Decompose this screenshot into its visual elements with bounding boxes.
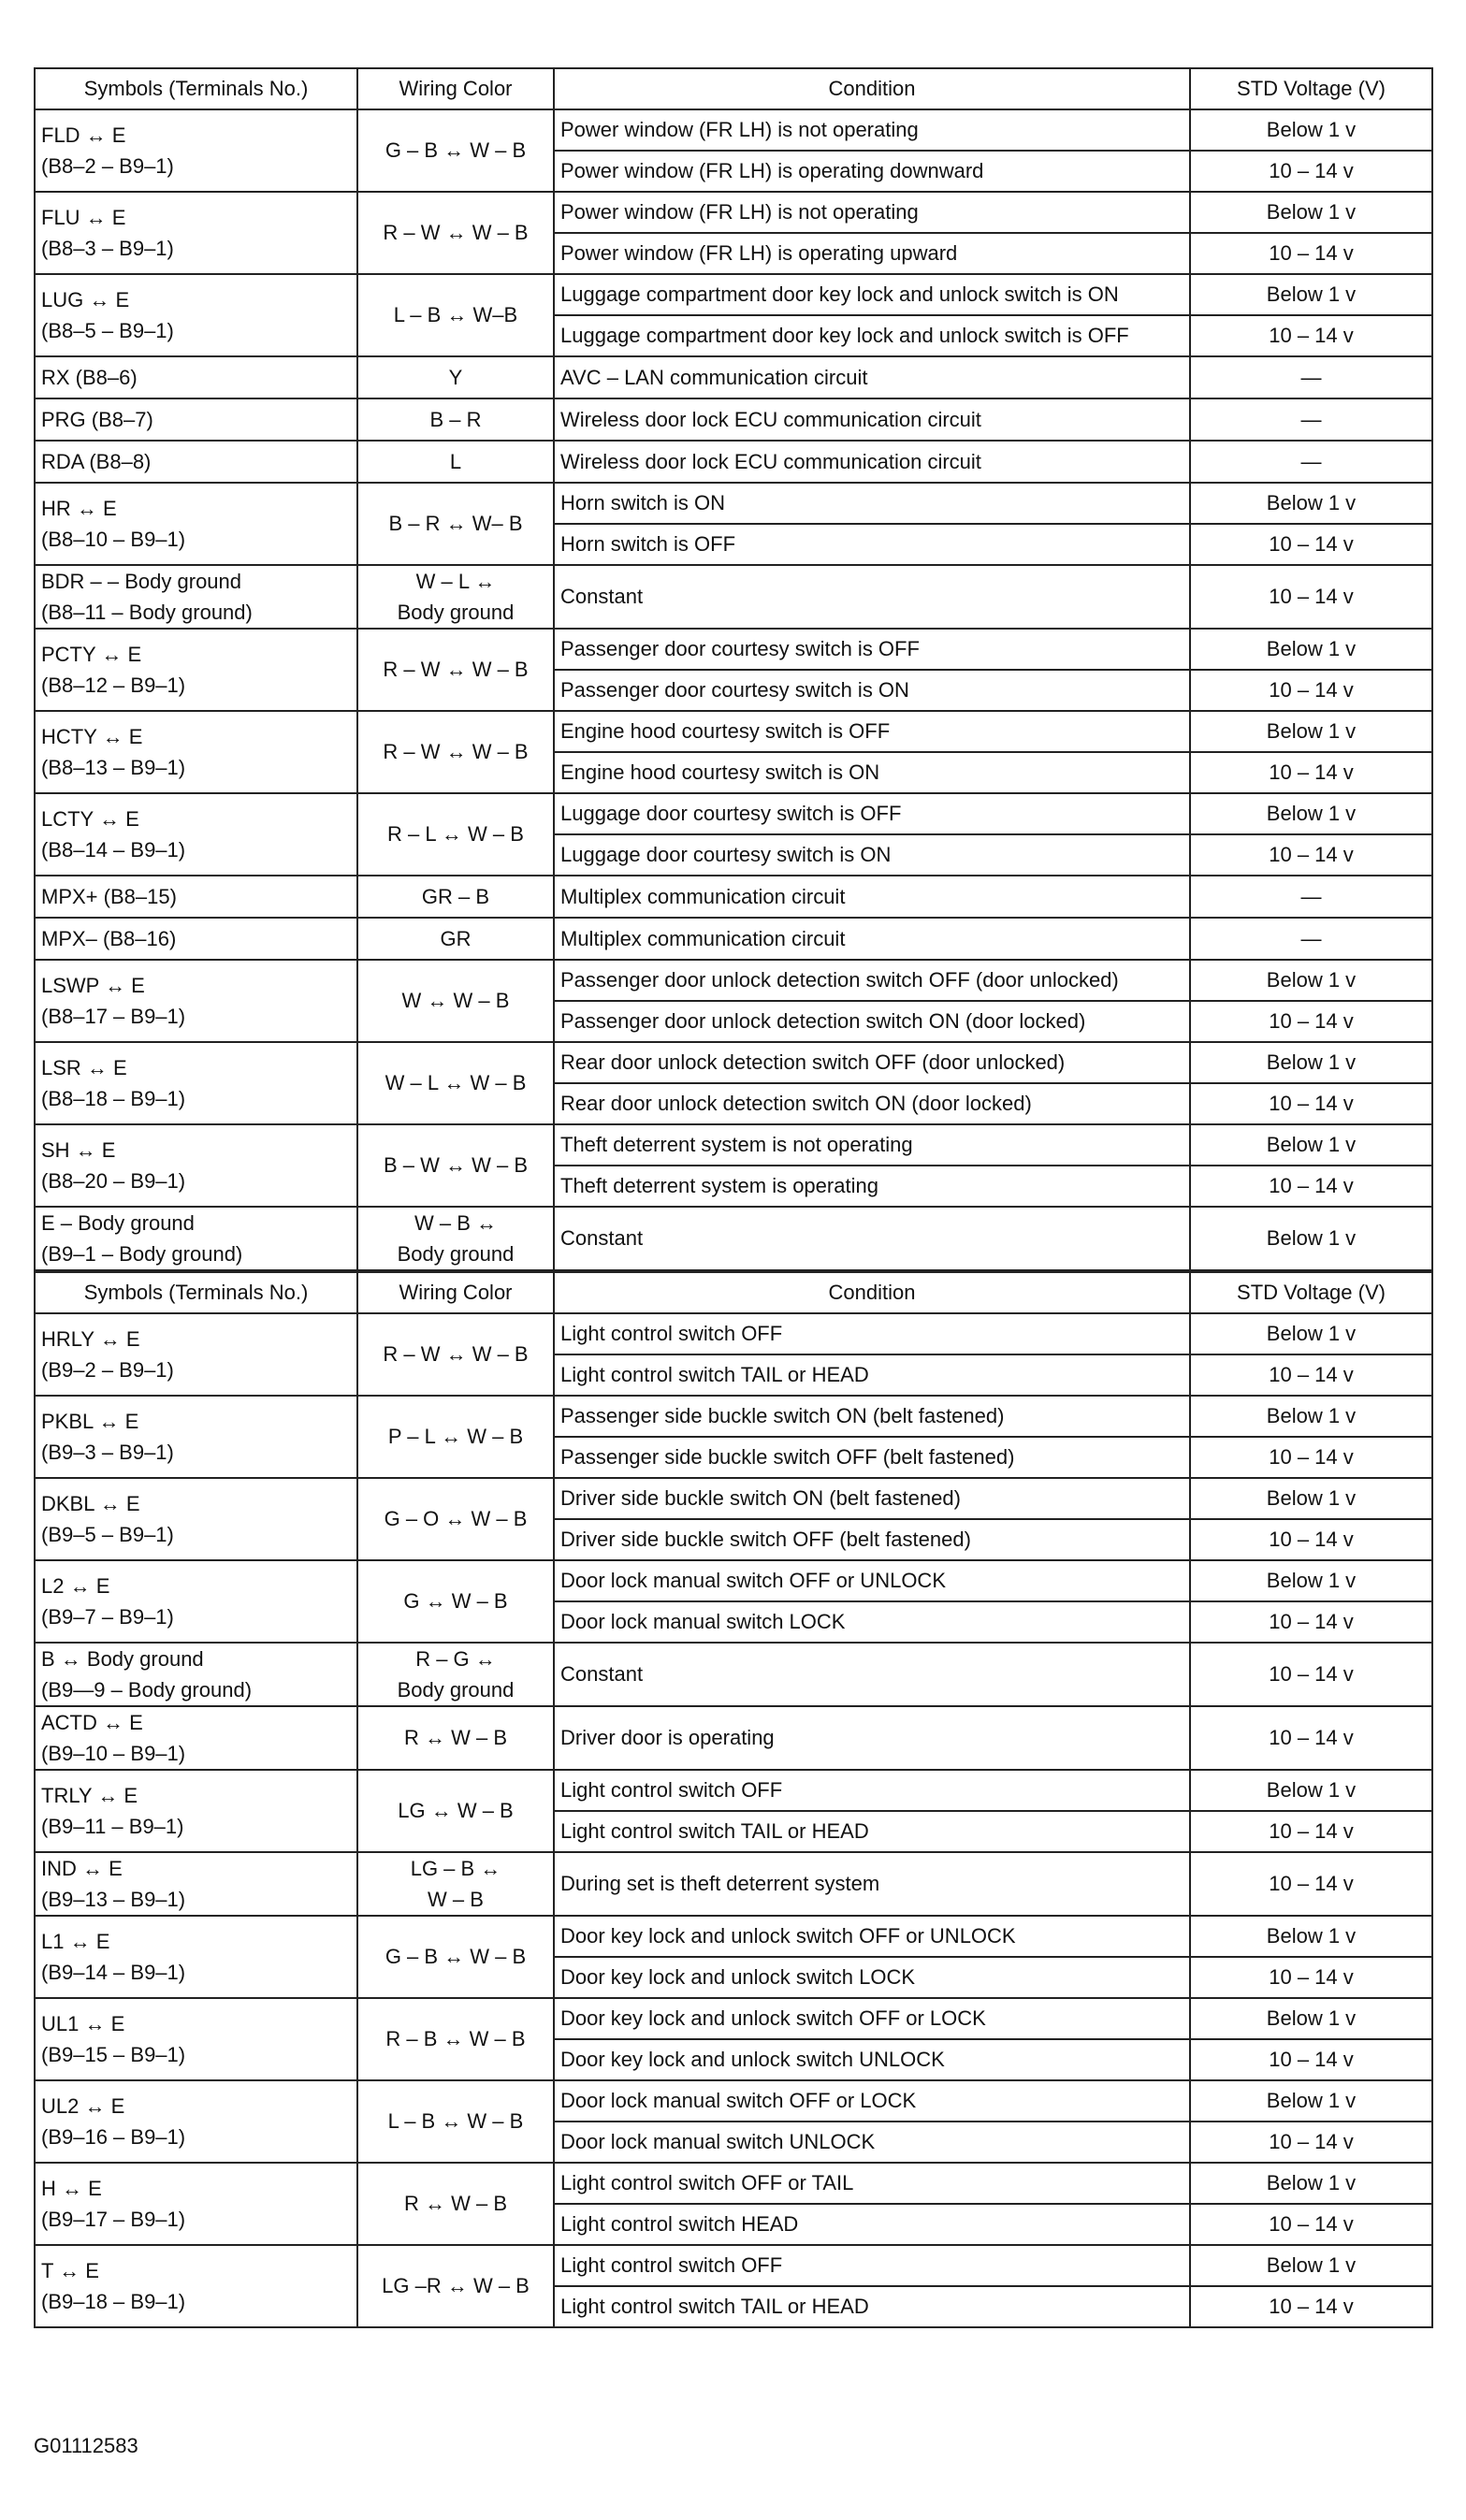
- condition-cell: Door lock manual switch OFF or LOCK: [554, 2080, 1190, 2122]
- condition-cell: Light control switch HEAD: [554, 2204, 1190, 2245]
- wiring-color-line: R – B ↔ W – B: [385, 2027, 526, 2050]
- condition-cell: Constant: [554, 1643, 1190, 1706]
- condition-cell: Light control switch TAIL or HEAD: [554, 2286, 1190, 2327]
- terminal-symbol-line: FLD ↔ E: [41, 123, 126, 147]
- condition-cell: Door lock manual switch UNLOCK: [554, 2122, 1190, 2163]
- wiring-color-line: R ↔ W – B: [403, 1726, 507, 1749]
- std-voltage-cell: Below 1 v: [1190, 1207, 1432, 1270]
- table-row: [35, 1396, 1432, 1437]
- wiring-color: [357, 1643, 554, 1706]
- std-voltage-cell: 10 – 14 v: [1190, 565, 1432, 629]
- wiring-color-line: LG ↔ W – B: [398, 1799, 514, 1822]
- terminal-symbol-line: (B8–5 – B9–1): [41, 319, 174, 342]
- std-voltage-cell: 10 – 14 v: [1190, 1083, 1432, 1124]
- terminal-symbol: [35, 1124, 357, 1207]
- table-row: [35, 793, 1432, 834]
- condition-cell: Passenger door courtesy switch is ON: [554, 670, 1190, 711]
- table-row: [35, 2080, 1432, 2122]
- condition-cell: Light control switch TAIL or HEAD: [554, 1811, 1190, 1852]
- condition-cell: Multiplex communication circuit: [554, 918, 1190, 960]
- wiring-color: [357, 2080, 554, 2163]
- terminal-symbol-line: PCTY ↔ E: [41, 643, 142, 666]
- terminal-symbol-line: MPX+ (B8–15): [41, 884, 177, 908]
- std-voltage-cell: Below 1 v: [1190, 1560, 1432, 1601]
- table-row: [35, 192, 1432, 233]
- table-row: [35, 441, 1432, 483]
- condition-cell: Door lock manual switch LOCK: [554, 1601, 1190, 1643]
- wiring-color-line: G – B ↔ W – B: [385, 138, 527, 162]
- std-voltage-cell: Below 1 v: [1190, 1042, 1432, 1083]
- std-voltage-cell: 10 – 14 v: [1190, 524, 1432, 565]
- terminal-symbol-line: (B8–14 – B9–1): [41, 838, 186, 862]
- wiring-color: [357, 109, 554, 192]
- std-voltage-cell: 10 – 14 v: [1190, 1354, 1432, 1396]
- terminal-symbol: [35, 192, 357, 274]
- table-row: [35, 1042, 1432, 1083]
- terminal-symbol-line: (B9–13 – B9–1): [41, 1888, 186, 1911]
- condition-cell: Horn switch is ON: [554, 483, 1190, 524]
- terminal-symbol-line: UL2 ↔ E: [41, 2094, 125, 2118]
- condition-cell: Rear door unlock detection switch ON (door locked): [554, 1083, 1190, 1124]
- std-voltage-cell: Below 1 v: [1190, 1478, 1432, 1519]
- std-voltage-cell: Below 1 v: [1190, 2163, 1432, 2204]
- wiring-color-line: R – W ↔ W – B: [383, 1342, 529, 1366]
- terminal-symbol-line: HRLY ↔ E: [41, 1327, 140, 1351]
- wiring-color: [357, 876, 554, 918]
- header-row: [35, 68, 1432, 109]
- condition-cell: Passenger side buckle switch ON (belt fastened): [554, 1396, 1190, 1437]
- std-voltage-cell: 10 – 14 v: [1190, 1519, 1432, 1560]
- table-row: [35, 1560, 1432, 1601]
- condition-cell: Door key lock and unlock switch UNLOCK: [554, 2039, 1190, 2080]
- condition-cell: Wireless door lock ECU communication circuit: [554, 441, 1190, 483]
- wiring-color-line: Y: [448, 365, 463, 389]
- condition-cell: Passenger door courtesy switch is OFF: [554, 629, 1190, 670]
- condition-cell: Passenger side buckle switch OFF (belt fastened): [554, 1437, 1190, 1478]
- std-voltage-cell: —: [1190, 918, 1432, 960]
- terminal-symbol-line: (B8–2 – B9–1): [41, 154, 174, 178]
- std-voltage-cell: 10 – 14 v: [1190, 834, 1432, 876]
- wiring-color: [357, 1770, 554, 1852]
- wiring-color-line: W – L ↔: [415, 570, 496, 593]
- condition-cell: Light control switch TAIL or HEAD: [554, 1354, 1190, 1396]
- terminal-symbol-line: (B8–20 – B9–1): [41, 1169, 186, 1193]
- table-row: [35, 1643, 1432, 1706]
- table-row: [35, 1916, 1432, 1957]
- wiring-color: [357, 483, 554, 565]
- wiring-color-line: GR – B: [421, 884, 490, 908]
- terminal-symbol-line: (B9–2 – B9–1): [41, 1358, 174, 1382]
- wiring-color-line: W – B: [428, 1888, 484, 1911]
- std-voltage-cell: Below 1 v: [1190, 1998, 1432, 2039]
- std-voltage-cell: 10 – 14 v: [1190, 1811, 1432, 1852]
- condition-cell: Door key lock and unlock switch LOCK: [554, 1957, 1190, 1998]
- std-voltage-cell: 10 – 14 v: [1190, 1643, 1432, 1706]
- condition-cell: Door key lock and unlock switch OFF or LOCK: [554, 1998, 1190, 2039]
- terminal-symbol: [35, 1042, 357, 1124]
- terminal-symbol: [35, 960, 357, 1042]
- condition-cell: During set is theft deterrent system: [554, 1852, 1190, 1916]
- wiring-color: [357, 1706, 554, 1770]
- table-row: [35, 1706, 1432, 1770]
- terminal-symbol: [35, 1207, 357, 1270]
- wiring-color-line: G ↔ W – B: [403, 1589, 508, 1613]
- terminal-symbol: [35, 109, 357, 192]
- wiring-color-line: R – L ↔ W – B: [387, 822, 524, 846]
- terminal-symbol-line: MPX– (B8–16): [41, 926, 177, 950]
- terminal-symbol-line: (B8–3 – B9–1): [41, 237, 174, 260]
- terminal-symbol-line: FLU ↔ E: [41, 206, 126, 229]
- terminal-symbol-line: HR ↔ E: [41, 497, 117, 520]
- terminal-symbol-line: (B8–10 – B9–1): [41, 528, 186, 551]
- std-voltage-cell: 10 – 14 v: [1190, 1166, 1432, 1207]
- std-voltage-cell: —: [1190, 876, 1432, 918]
- voltage-table-1: [34, 67, 1433, 1271]
- wiring-color-line: Body ground: [397, 601, 515, 624]
- table-row: [35, 1478, 1432, 1519]
- terminal-symbol-line: ACTD ↔ E: [41, 1711, 143, 1734]
- wiring-color-line: GR: [440, 926, 472, 950]
- table-row: [35, 1852, 1432, 1916]
- terminal-symbol: [35, 1396, 357, 1478]
- condition-cell: Door key lock and unlock switch OFF or UNLOCK: [554, 1916, 1190, 1957]
- terminal-symbol-line: (B8–17 – B9–1): [41, 1005, 186, 1028]
- terminal-symbol-line: (B9–7 – B9–1): [41, 1605, 174, 1629]
- table-row: [35, 274, 1432, 315]
- wiring-color: [357, 1916, 554, 1998]
- terminal-symbol: [35, 565, 357, 629]
- terminal-symbol-line: RDA (B8–8): [41, 449, 152, 473]
- std-voltage-cell: 10 – 14 v: [1190, 2122, 1432, 2163]
- condition-cell: Constant: [554, 1207, 1190, 1270]
- terminal-symbol-line: HCTY ↔ E: [41, 725, 143, 748]
- std-voltage-cell: Below 1 v: [1190, 2245, 1432, 2286]
- std-voltage-cell: 10 – 14 v: [1190, 1957, 1432, 1998]
- wiring-color-line: R – G ↔: [415, 1647, 496, 1671]
- terminal-symbol: [35, 711, 357, 793]
- header-symbols: Symbols (Terminals No.): [35, 1272, 357, 1313]
- terminal-symbol: [35, 918, 357, 960]
- std-voltage-cell: 10 – 14 v: [1190, 1601, 1432, 1643]
- header-wiring-color: Wiring Color: [357, 68, 554, 109]
- terminal-symbol-line: (B9—9 – Body ground): [41, 1678, 253, 1702]
- wiring-color: [357, 1560, 554, 1643]
- std-voltage-cell: 10 – 14 v: [1190, 315, 1432, 356]
- std-voltage-cell: Below 1 v: [1190, 960, 1432, 1001]
- terminal-symbol-line: IND ↔ E: [41, 1857, 123, 1880]
- condition-cell: Light control switch OFF: [554, 2245, 1190, 2286]
- condition-cell: Door lock manual switch OFF or UNLOCK: [554, 1560, 1190, 1601]
- std-voltage-cell: Below 1 v: [1190, 1916, 1432, 1957]
- condition-cell: AVC – LAN communication circuit: [554, 356, 1190, 398]
- terminal-symbol-line: L1 ↔ E: [41, 1930, 110, 1953]
- wiring-color: [357, 192, 554, 274]
- std-voltage-cell: Below 1 v: [1190, 711, 1432, 752]
- std-voltage-cell: 10 – 14 v: [1190, 1852, 1432, 1916]
- table-row: [35, 483, 1432, 524]
- wiring-color: [357, 1042, 554, 1124]
- figure-code: G01112583: [34, 2434, 138, 2457]
- condition-cell: Luggage door courtesy switch is OFF: [554, 793, 1190, 834]
- terminal-symbol-line: (B9–1 – Body ground): [41, 1242, 243, 1266]
- header-std-voltage: STD Voltage (V): [1190, 1272, 1432, 1313]
- terminal-symbol-line: PRG (B8–7): [41, 407, 153, 431]
- terminal-symbol-line: DKBL ↔ E: [41, 1492, 140, 1515]
- terminal-symbol: [35, 2080, 357, 2163]
- wiring-color-line: Body ground: [397, 1678, 515, 1702]
- condition-cell: Constant: [554, 565, 1190, 629]
- wiring-color-line: W – L ↔ W – B: [385, 1071, 527, 1094]
- table-row: [35, 918, 1432, 960]
- terminal-symbol-line: (B8–13 – B9–1): [41, 756, 186, 779]
- terminal-symbol: [35, 1770, 357, 1852]
- terminal-symbol-line: L2 ↔ E: [41, 1574, 110, 1598]
- std-voltage-cell: 10 – 14 v: [1190, 1437, 1432, 1478]
- table-row: [35, 1313, 1432, 1354]
- wiring-color: [357, 1207, 554, 1270]
- wiring-color-line: LG – B ↔: [410, 1857, 501, 1880]
- wiring-color: [357, 565, 554, 629]
- terminal-symbol: [35, 483, 357, 565]
- condition-cell: Engine hood courtesy switch is OFF: [554, 711, 1190, 752]
- terminal-symbol-line: (B9–10 – B9–1): [41, 1742, 186, 1765]
- wiring-color: [357, 1396, 554, 1478]
- condition-cell: Multiplex communication circuit: [554, 876, 1190, 918]
- terminal-symbol-line: SH ↔ E: [41, 1138, 116, 1162]
- terminal-symbol-line: H ↔ E: [41, 2177, 102, 2200]
- terminal-symbol-line: LCTY ↔ E: [41, 807, 139, 831]
- wiring-color: [357, 356, 554, 398]
- terminal-symbol-line: (B9–5 – B9–1): [41, 1523, 174, 1546]
- terminal-symbol: [35, 1643, 357, 1706]
- terminal-symbol-line: RX (B8–6): [41, 365, 138, 389]
- header-condition: Condition: [554, 1272, 1190, 1313]
- terminal-symbol: [35, 1478, 357, 1560]
- condition-cell: Power window (FR LH) is not operating: [554, 109, 1190, 151]
- condition-cell: Driver door is operating: [554, 1706, 1190, 1770]
- terminal-symbol-line: (B9–16 – B9–1): [41, 2125, 186, 2149]
- wiring-color: [357, 793, 554, 876]
- wiring-color: [357, 711, 554, 793]
- terminal-symbol-line: (B8–12 – B9–1): [41, 673, 186, 697]
- terminal-symbol-line: TRLY ↔ E: [41, 1784, 138, 1807]
- header-std-voltage: STD Voltage (V): [1190, 68, 1432, 109]
- wiring-color-line: B – R ↔ W– B: [388, 512, 523, 535]
- wiring-color-line: G – O ↔ W – B: [384, 1507, 528, 1530]
- condition-cell: Passenger door unlock detection switch ON (door locked): [554, 1001, 1190, 1042]
- terminal-symbol: [35, 1998, 357, 2080]
- wiring-color-line: G – B ↔ W – B: [385, 1945, 527, 1968]
- header-wiring-color: Wiring Color: [357, 1272, 554, 1313]
- condition-cell: Light control switch OFF or TAIL: [554, 2163, 1190, 2204]
- wiring-color: [357, 441, 554, 483]
- std-voltage-cell: 10 – 14 v: [1190, 2204, 1432, 2245]
- std-voltage-cell: Below 1 v: [1190, 1313, 1432, 1354]
- std-voltage-cell: 10 – 14 v: [1190, 752, 1432, 793]
- terminal-symbol: [35, 876, 357, 918]
- std-voltage-cell: Below 1 v: [1190, 192, 1432, 233]
- terminal-symbol-line: T ↔ E: [41, 2259, 99, 2282]
- terminal-symbol-line: (B9–17 – B9–1): [41, 2208, 186, 2231]
- std-voltage-cell: —: [1190, 441, 1432, 483]
- std-voltage-cell: Below 1 v: [1190, 1396, 1432, 1437]
- condition-cell: Driver side buckle switch OFF (belt fastened): [554, 1519, 1190, 1560]
- table-row: [35, 2163, 1432, 2204]
- std-voltage-cell: 10 – 14 v: [1190, 233, 1432, 274]
- terminal-symbol-line: PKBL ↔ E: [41, 1410, 139, 1433]
- wiring-color-line: R – W ↔ W – B: [383, 221, 529, 244]
- table-row: [35, 1770, 1432, 1811]
- table-row: [35, 1124, 1432, 1166]
- wiring-color: [357, 1124, 554, 1207]
- condition-cell: Rear door unlock detection switch OFF (door unlocked): [554, 1042, 1190, 1083]
- wiring-color-line: R – W ↔ W – B: [383, 658, 529, 681]
- wiring-color: [357, 274, 554, 356]
- table-row: [35, 629, 1432, 670]
- std-voltage-cell: 10 – 14 v: [1190, 2286, 1432, 2327]
- wiring-color: [357, 918, 554, 960]
- terminal-symbol: [35, 1852, 357, 1916]
- terminal-symbol-line: LSR ↔ E: [41, 1056, 127, 1079]
- terminal-symbol: [35, 1560, 357, 1643]
- terminal-symbol-line: (B9–11 – B9–1): [41, 1815, 184, 1838]
- condition-cell: Passenger door unlock detection switch OFF (door unlocked): [554, 960, 1190, 1001]
- terminal-symbol-line: E – Body ground: [41, 1211, 195, 1235]
- voltage-table-2: [34, 1271, 1433, 2328]
- terminal-symbol-line: (B9–18 – B9–1): [41, 2290, 186, 2313]
- std-voltage-cell: Below 1 v: [1190, 483, 1432, 524]
- header-symbols: Symbols (Terminals No.): [35, 68, 357, 109]
- terminal-symbol-line: (B9–15 – B9–1): [41, 2043, 186, 2066]
- terminal-symbol: [35, 793, 357, 876]
- header-condition: Condition: [554, 68, 1190, 109]
- wiring-color: [357, 960, 554, 1042]
- table-row: [35, 1207, 1432, 1270]
- condition-cell: Luggage door courtesy switch is ON: [554, 834, 1190, 876]
- terminal-voltage-tables: [34, 67, 1431, 2328]
- table-row: [35, 1998, 1432, 2039]
- terminal-symbol-line: LUG ↔ E: [41, 288, 130, 311]
- table-row: [35, 356, 1432, 398]
- table-row: [35, 876, 1432, 918]
- wiring-color-line: LG –R ↔ W – B: [382, 2274, 530, 2297]
- wiring-color-line: R ↔ W – B: [403, 2192, 507, 2215]
- wiring-color-line: P – L ↔ W – B: [387, 1425, 524, 1448]
- wiring-color-line: L – B ↔ W – B: [387, 2109, 524, 2133]
- wiring-color-line: L – B ↔ W–B: [393, 303, 518, 326]
- condition-cell: Light control switch OFF: [554, 1770, 1190, 1811]
- condition-cell: Engine hood courtesy switch is ON: [554, 752, 1190, 793]
- wiring-color: [357, 2245, 554, 2327]
- table-row: [35, 565, 1432, 629]
- condition-cell: Light control switch OFF: [554, 1313, 1190, 1354]
- terminal-symbol-line: (B9–14 – B9–1): [41, 1961, 186, 1984]
- std-voltage-cell: Below 1 v: [1190, 793, 1432, 834]
- table-row: [35, 2245, 1432, 2286]
- wiring-color: [357, 1478, 554, 1560]
- terminal-symbol-line: UL1 ↔ E: [41, 2012, 125, 2035]
- terminal-symbol: [35, 2245, 357, 2327]
- condition-cell: Power window (FR LH) is operating downward: [554, 151, 1190, 192]
- std-voltage-cell: Below 1 v: [1190, 274, 1432, 315]
- std-voltage-cell: 10 – 14 v: [1190, 2039, 1432, 2080]
- wiring-color-line: L: [449, 449, 462, 473]
- condition-cell: Horn switch is OFF: [554, 524, 1190, 565]
- wiring-color: [357, 398, 554, 441]
- std-voltage-cell: Below 1 v: [1190, 2080, 1432, 2122]
- terminal-symbol: [35, 1706, 357, 1770]
- wiring-color: [357, 2163, 554, 2245]
- terminal-symbol-line: (B9–3 – B9–1): [41, 1441, 174, 1464]
- table-row: [35, 960, 1432, 1001]
- std-voltage-cell: Below 1 v: [1190, 1770, 1432, 1811]
- terminal-symbol-line: LSWP ↔ E: [41, 974, 145, 997]
- wiring-color: [357, 1852, 554, 1916]
- terminal-symbol: [35, 2163, 357, 2245]
- wiring-color: [357, 629, 554, 711]
- table-row: [35, 711, 1432, 752]
- terminal-symbol: [35, 274, 357, 356]
- terminal-symbol: [35, 1313, 357, 1396]
- condition-cell: Luggage compartment door key lock and unlock switch is ON: [554, 274, 1190, 315]
- condition-cell: Driver side buckle switch ON (belt fastened): [554, 1478, 1190, 1519]
- wiring-color-line: B – W ↔ W – B: [383, 1153, 529, 1177]
- header-row: [35, 1272, 1432, 1313]
- terminal-symbol-line: (B8–11 – Body ground): [41, 601, 253, 624]
- std-voltage-cell: Below 1 v: [1190, 629, 1432, 670]
- condition-cell: Power window (FR LH) is not operating: [554, 192, 1190, 233]
- wiring-color-line: Body ground: [397, 1242, 515, 1266]
- wiring-color-line: B – R: [429, 407, 482, 431]
- wiring-color-line: W ↔ W – B: [401, 989, 510, 1012]
- condition-cell: Theft deterrent system is operating: [554, 1166, 1190, 1207]
- std-voltage-cell: 10 – 14 v: [1190, 151, 1432, 192]
- std-voltage-cell: 10 – 14 v: [1190, 1706, 1432, 1770]
- terminal-symbol: [35, 356, 357, 398]
- terminal-symbol: [35, 441, 357, 483]
- table-row: [35, 398, 1432, 441]
- wiring-color: [357, 1313, 554, 1396]
- condition-cell: Theft deterrent system is not operating: [554, 1124, 1190, 1166]
- terminal-symbol-line: B ↔ Body ground: [41, 1647, 204, 1671]
- wiring-color-line: R – W ↔ W – B: [383, 740, 529, 763]
- terminal-symbol: [35, 629, 357, 711]
- wiring-color: [357, 1998, 554, 2080]
- terminal-symbol: [35, 398, 357, 441]
- wiring-color-line: W – B ↔: [414, 1211, 497, 1235]
- std-voltage-cell: 10 – 14 v: [1190, 670, 1432, 711]
- table-row: [35, 109, 1432, 151]
- std-voltage-cell: —: [1190, 356, 1432, 398]
- condition-cell: Luggage compartment door key lock and unlock switch is OFF: [554, 315, 1190, 356]
- condition-cell: Wireless door lock ECU communication circuit: [554, 398, 1190, 441]
- std-voltage-cell: —: [1190, 398, 1432, 441]
- std-voltage-cell: Below 1 v: [1190, 1124, 1432, 1166]
- terminal-symbol: [35, 1916, 357, 1998]
- std-voltage-cell: 10 – 14 v: [1190, 1001, 1432, 1042]
- condition-cell: Power window (FR LH) is operating upward: [554, 233, 1190, 274]
- std-voltage-cell: Below 1 v: [1190, 109, 1432, 151]
- terminal-symbol-line: (B8–18 – B9–1): [41, 1087, 186, 1110]
- terminal-symbol-line: BDR – – Body ground: [41, 570, 242, 593]
